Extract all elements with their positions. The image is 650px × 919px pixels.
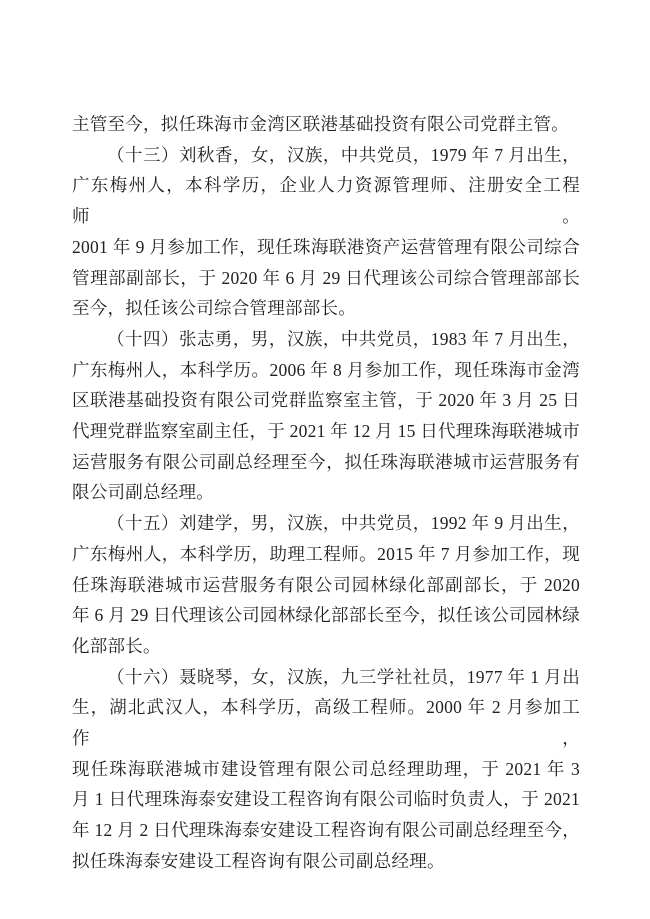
text-line: 区联港基础投资有限公司党群监察室主管，于 2020 年 3 月 25 日 <box>72 390 580 411</box>
text-line: 任珠海联港城市运营服务有限公司园林绿化部副部长，于 2020 <box>72 574 580 595</box>
text-line: 广东梅州人，本科学历，助理工程师。2015 年 7 月参加工作，现 <box>72 543 580 564</box>
text-line: （十四）张志勇，男，汉族，中共党员，1983 年 7 月出生， <box>107 328 580 349</box>
text-line: 拟任珠海泰安建设工程咨询有限公司副总经理。 <box>72 850 445 871</box>
text-line: 年 6 月 29 日代理该公司园林绿化部部长至今，拟任该公司园林绿 <box>72 605 580 626</box>
paragraph-item-13 <box>72 140 580 324</box>
text-line: 管理部副部长，于 2020 年 6 月 29 日代理该公司综合管理部部长 <box>72 267 580 288</box>
document-body <box>72 109 580 877</box>
text-line: 代理党群监察室副主任，于 2021 年 12 月 15 日代理珠海联港城市 <box>72 421 580 442</box>
text-line: （十三）刘秋香，女，汉族，中共党员，1979 年 7 月出生， <box>107 144 580 165</box>
text-line: 生，湖北武汉人，本科学历，高级工程师。2000 年 2 月参加工作， <box>72 697 580 749</box>
text-line: 月 1 日代理珠海泰安建设工程咨询有限公司临时负责人，于 2021 <box>72 789 580 810</box>
paragraph-continuation <box>72 109 580 140</box>
text-line: 年 12 月 2 日代理珠海泰安建设工程咨询有限公司副总经理至今， <box>72 820 580 841</box>
text-line: （十六）聂晓琴，女，汉族，九三学社社员，1977 年 1 月出 <box>107 666 580 687</box>
text-line: （十五）刘建学，男，汉族，中共党员，1992 年 9 月出生， <box>107 513 580 534</box>
text-line: 运营服务有限公司副总经理至今，拟任珠海联港城市运营服务有 <box>72 451 580 472</box>
text-line: 广东梅州人，本科学历，企业人力资源管理师、注册安全工程师。 <box>72 175 580 227</box>
text-line: 化部部长。 <box>72 635 161 656</box>
paragraph-item-15 <box>72 508 580 662</box>
text-line: 主管至今，拟任珠海市金湾区联港基础投资有限公司党群主管。 <box>72 114 569 134</box>
paragraph-item-14 <box>72 324 580 508</box>
text-line: 广东梅州人，本科学历。2006 年 8 月参加工作，现任珠海市金湾 <box>72 359 580 380</box>
text-line: 至今，拟任该公司综合管理部部长。 <box>72 298 356 319</box>
text-line: 限公司副总经理。 <box>72 482 214 503</box>
text-line: 现任珠海联港城市建设管理有限公司总经理助理，于 2021 年 3 <box>72 758 580 779</box>
paragraph-item-16 <box>72 662 580 877</box>
text-line: 2001 年 9 月参加工作，现任珠海联港资产运营管理有限公司综合 <box>72 236 580 257</box>
